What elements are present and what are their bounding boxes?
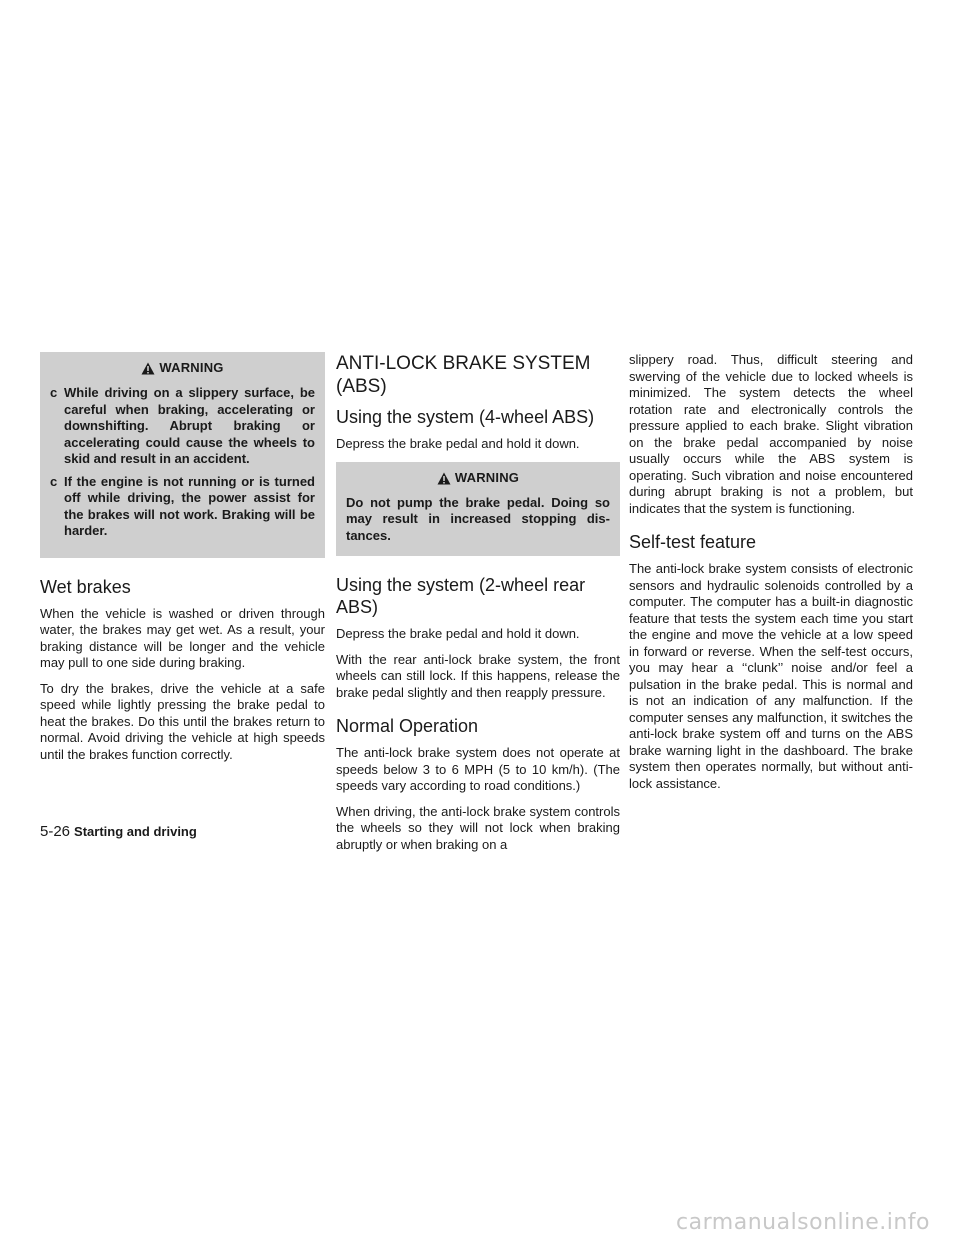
warning-title: WARNING bbox=[50, 359, 315, 377]
paragraph: With the rear anti-lock brake system, the front wheels can still lock. If this happens, release the brake pedal slightly and then reapply pressure. bbox=[336, 651, 620, 700]
warning-text: Do not pump the brake pedal. Doing so may result in increased stopping distances. bbox=[346, 494, 610, 543]
bullet-c: c bbox=[50, 385, 58, 400]
paragraph: slippery road. Thus, difficult steering and swerving of the vehicle due to locked wheels is minimized. The system detects the wheel rotation rate and electronically controls the pressure applied to each brake. Slight vibration on the brake pedal accompanied by noise usually occurs while the ABS system is operating. Such vibration and noise encountered during abrupt braking is not a problem, but indicates that the system is functioning. bbox=[629, 352, 913, 516]
warning-title: WARNING bbox=[346, 469, 610, 487]
bullet-c: c bbox=[50, 473, 58, 489]
heading-wet-brakes: Wet brakes bbox=[40, 576, 131, 597]
page-number: 5-26 bbox=[40, 823, 71, 840]
paragraph: When driving, the anti-lock brake system controls the wheels so they will not lock when braking abruptly or when braking on a bbox=[336, 803, 620, 852]
heading-4wheel-abs: Using the system (4-wheel ABS) bbox=[336, 407, 595, 427]
watermark: carmanualsonline.info bbox=[676, 1210, 930, 1235]
heading-abs: ANTI-LOCK BRAKE SYSTEM (ABS) bbox=[336, 353, 591, 397]
paragraph: When the vehicle is washed or driven through water, the brakes may get wet. As a result, your braking distance will be longer and the vehicle may pull to one side during braking. bbox=[40, 605, 325, 670]
paragraph: Depress the brake pedal and hold it down. bbox=[336, 626, 580, 641]
page-footer bbox=[40, 823, 197, 841]
warning-box-braking bbox=[40, 352, 325, 558]
column-right bbox=[629, 352, 913, 801]
column-left bbox=[40, 352, 325, 772]
paragraph: The anti-lock brake system does not operate at speeds below 3 to 6 MPH (5 to 10 km/h). (The speeds vary according to road conditions.) bbox=[336, 745, 620, 793]
warning-box-pump bbox=[336, 462, 620, 557]
warning-item: c While driving on a slippery surface, be careful when braking, accelerating or downshifting. Abrupt braking or accelerating could cause the wheels to skid and result in an accident. bbox=[50, 385, 315, 466]
heading-self-test: Self-test feature bbox=[629, 532, 757, 552]
paragraph: To dry the brakes, drive the vehicle at a safe speed while lightly pressing the brake pedal to heat the brakes. Do this until the brakes return to normal. Avoid driving the vehicle at high speeds until the brakes function correctly. bbox=[40, 680, 325, 762]
heading-normal-operation: Normal Operation bbox=[336, 716, 479, 736]
section-title: Starting and driving bbox=[74, 824, 197, 839]
warning-item: c If the engine is not running or is turned off while driving, the power assist for the brakes will not work. Braking will be harder. bbox=[50, 473, 315, 538]
paragraph: The anti-lock brake system consists of electronic sensors and hydraulic solenoids controlled by a computer. The computer has a built-in diagnostic feature that tests the system each time you start the engine and move the vehicle at a low speed in forward or reverse. When the self-test occurs, you may hear a ‘‘clunk’’ noise and/or feel a pulsation in the brake pedal. This is normal and is not an indication of any malfunction. If the computer senses any malfunction, it switches the anti-lock brake system off and turns on the ABS brake warning light in the dashboard. The brake system then operates normally, but without anti-lock assistance. bbox=[629, 561, 913, 791]
column-middle bbox=[336, 352, 620, 862]
heading-2wheel-abs: Using the system (2-wheel rear ABS) bbox=[336, 575, 586, 617]
paragraph: Depress the brake pedal and hold it down. bbox=[336, 436, 580, 451]
warning-triangle-icon bbox=[141, 362, 155, 375]
warning-triangle-icon bbox=[437, 472, 451, 485]
